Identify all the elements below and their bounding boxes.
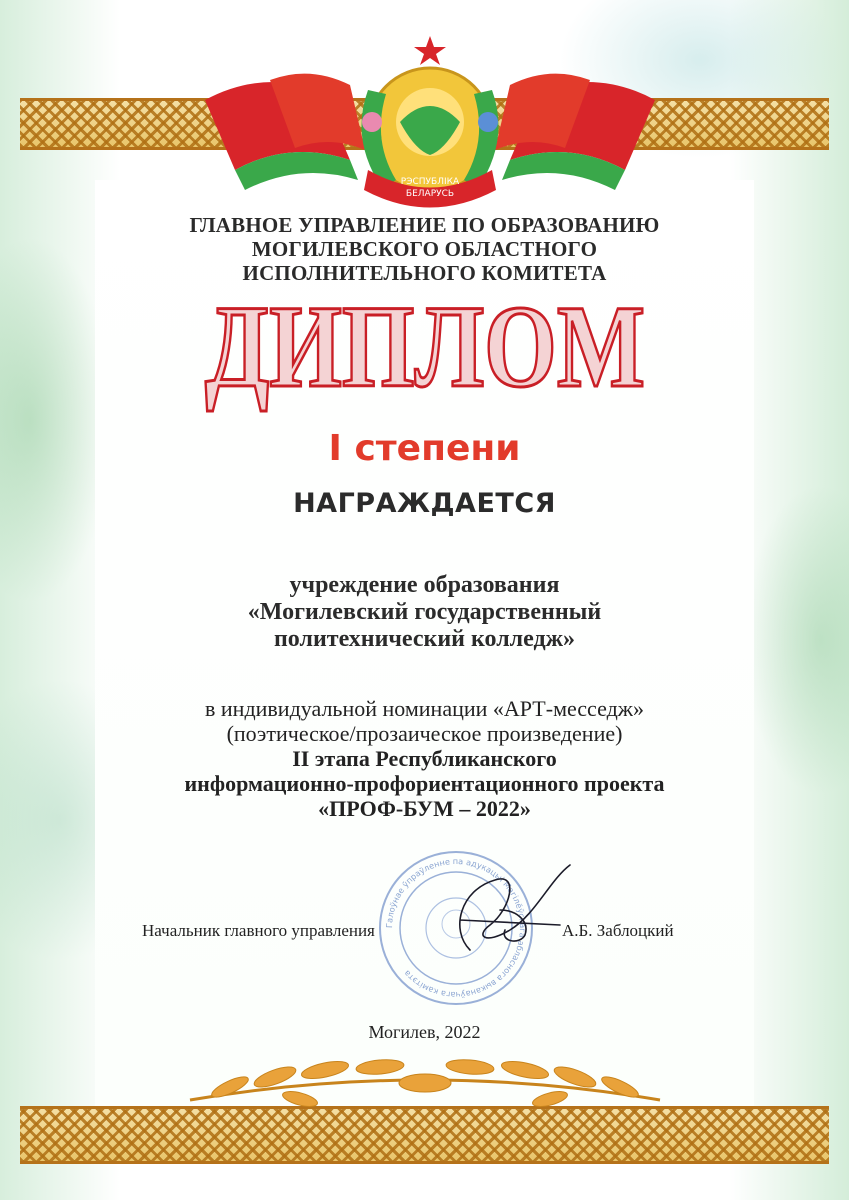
nomination-line-3: II этапа Республиканского [292, 746, 557, 771]
issuer-line-1: ГЛАВНОЕ УПРАВЛЕНИЕ ПО ОБРАЗОВАНИЮ [189, 213, 660, 237]
laurel-branch-icon [180, 1055, 670, 1115]
handwritten-signature [440, 850, 580, 960]
document-title [195, 281, 655, 412]
issuer-line-3: ИСПОЛНИТЕЛЬНОГО КОМИТЕТА [242, 261, 607, 285]
star-icon [414, 36, 446, 65]
seal-ring-text: Галоўнае ўпраўленне па адукацыі Магілёўскага абласнога выканаўчага камітэта [383, 855, 529, 1001]
degree-label: I степени [328, 428, 521, 469]
recipient-line-3: политехнический колледж» [273, 626, 576, 652]
awarded-label: НАГРАЖДАЕТСЯ [293, 488, 556, 519]
nomination-line-2: (поэтическое/прозаическое произведение) [226, 721, 623, 746]
signatory-name: А.Б. Заблоцкий [562, 921, 674, 940]
recipient-line-2: «Могилевский государственный [247, 599, 602, 625]
nomination-line-4: информационно-профориентационного проекта [184, 771, 665, 796]
ribbon-text-line2: БЕЛАРУСЬ [405, 189, 455, 199]
nomination-line-1: в индивидуальной номинации «АРТ-месседж» [205, 696, 644, 721]
flax-flower-icon [478, 112, 498, 132]
issuer-line-2: МОГИЛЕВСКОГО ОБЛАСТНОГО [251, 237, 598, 261]
clover-flower-icon [362, 112, 382, 132]
signatory-position: Начальник главного управления [142, 921, 375, 940]
emblem-graphic [200, 30, 660, 210]
recipient-line-1: учреждение образования [289, 572, 560, 598]
place-and-year: Могилев, 2022 [368, 1022, 481, 1042]
ribbon-text-line1: РЭСПУБЛIКА [400, 177, 460, 187]
nomination-line-5: «ПРОФ-БУМ – 2022» [318, 796, 531, 821]
title-text: ДИПЛОМ [205, 281, 645, 412]
state-emblem [200, 30, 660, 210]
